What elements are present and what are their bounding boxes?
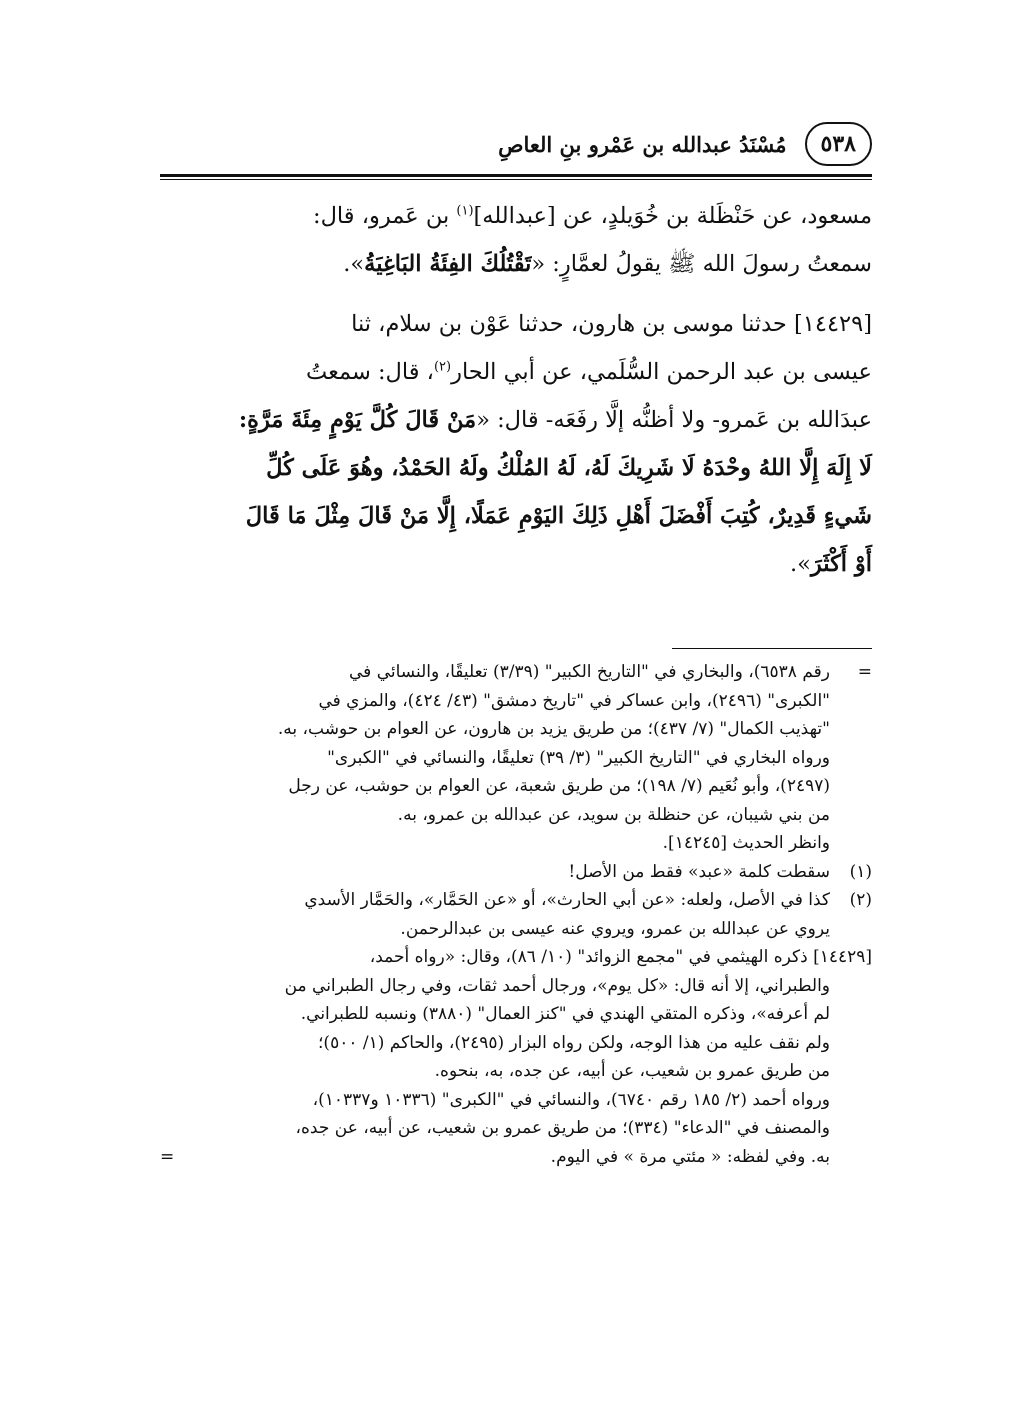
hadith-text: مَنْ قَالَ كُلَّ يَوْمٍ مِئَةَ مَرَّةٍ: [238, 407, 477, 433]
header-rule-thin [160, 179, 872, 180]
footnote-mark-2: (٢) [849, 890, 872, 910]
text-line: عبدَالله بن عَمرو- ولا أظنُّه إلَّا رفَعَه- قال: «مَنْ قَالَ كُلَّ يَوْمٍ مِئَةَ مَرَّةٍ: [238, 407, 872, 433]
page-header [160, 118, 872, 170]
continuation-end-mark: = [160, 1146, 175, 1167]
footnotes [160, 658, 872, 1171]
footnote-2: (٢) كذا في الأصل، ولعله: «عن أبي الحارث»، أو «عن الحَمَّار»، والحَمَّار الأسدي يروي عن عبدالله بن عمرو، ويروي عنه عيسى بن عبدالرحمن. [160, 886, 872, 943]
footnote-1: (١) سقطت كلمة «عبد» فقط من الأصل! [160, 858, 872, 887]
page-number: ٥٣٨ [805, 122, 872, 166]
hadith-number: [١٤٤٢٩] [813, 947, 872, 967]
hadith-line: لَا إِلَهَ إِلَّا اللهُ وحْدَهُ لَا شَرِيكَ لَهُ، لَهُ المُلْكُ ولَهُ الحَمْدُ، وهُوَ عَلَى كُلِّ [266, 455, 872, 481]
text-line: سمعتُ رسولَ الله ﷺ يقولُ لعمَّارٍ: «تَقْتُلُكَ الفِئَةُ البَاغِيَةُ». [343, 251, 872, 277]
footnote-hadith-14429: [١٤٤٢٩] ذكره الهيثمي في "مجمع الزوائد" (١٠/ ٨٦)، وقال: «رواه أحمد، والطبراني، إلا أنه قال: «كل يوم»، ورجال أحمد ثقات، وفي رجال الطبراني من لم أعرفه»، وذكره المتقي الهندي في "كنز العمال" (٣٨٨٠) ونسبه للطبراني. ولم نقف عليه من هذا الوجه، ولكن رواه البزار (٢٤٩٥)، والحاكم (١/ ٥٠٠)؛ من طريق عمرو بن شعيب، عن أبيه، عن جده، به، بنحوه. ورواه أحمد (٢/ ١٨٥ رقم ٦٧٤٠)، والنسائي في "الكبرى" (١٠٣٣٦ و١٠٣٣٧)، والمصنف في "الدعاء" (٣٣٤)؛ من طريق عمرو بن شعيب، عن أبيه، عن جده، به. وفي لفظه: « مئتي مرة » في اليوم. = [160, 943, 872, 1171]
hadith-line: شَيءٍ قَدِيرٌ، كُتِبَ أَفْضَلَ أَهْلِ ذَلِكَ اليَوْمِ عَمَلًا، إِلَّا مَنْ قَالَ مِثْلَ مَا قَالَ [245, 503, 872, 529]
footnote-mark-1: (١) [849, 861, 872, 882]
paragraph-1 [160, 192, 872, 288]
text-line: [١٤٤٢٩] حدثنا موسى بن هارون، حدثنا عَوْن بن سلام، ثنا [351, 311, 872, 337]
main-text [160, 192, 872, 588]
footnote-continuation: = رقم ٦٥٣٨)، والبخاري في "التاريخ الكبير" (٣/٣٩) تعليقًا، والنسائي في "الكبرى" (٢٤٩٦)، وابن عساكر في "تاريخ دمشق" (٤٣/ ٤٢٤)، والمزي في "تهذيب الكمال" (٧/ ٤٣٧)؛ من طريق يزيد بن هارون، عن العوام بن حوشب، به. ورواه البخاري في "التاريخ الكبير" (٣/ ٣٩) تعليقًا، والنسائي في "الكبرى" (٢٤٩٧)، وأبو نُعَيم (٧/ ١٩٨)؛ من طريق شعبة، عن العوام بن حوشب، عن رجل من بني شيبان، عن حنظلة بن سويد، عن عبدالله بن عمرو، به. وانظر الحديث [١٤٢٤٥]. [160, 658, 872, 858]
text-line: عيسى بن عبد الرحمن السُّلَمي، عن أبي الحار$^{(٢)}$، قال: سمعتُ [306, 359, 872, 385]
footnote-ref-1[interactable]: (١) [456, 203, 474, 219]
paragraph-2 [160, 300, 872, 588]
hadith-text: تَقْتُلُكَ الفِئَةُ البَاغِيَةُ [364, 251, 532, 277]
text-line: مسعود، عن حَنْظَلة بن خُوَيلدٍ، عن [عبدالله]$^{(١)}$ بن عَمرو، قال: [313, 203, 872, 229]
text-line: أَوْ أَكْثَرَ». [789, 551, 872, 577]
footnote-ref-2[interactable]: (٢) [433, 359, 452, 375]
footnote-separator [672, 648, 872, 649]
continuation-mark: = [857, 662, 872, 682]
running-title: مُسْنَدُ عبدالله بن عَمْرو بنِ العاصِ [498, 131, 787, 157]
header-rule-thick [160, 174, 872, 177]
